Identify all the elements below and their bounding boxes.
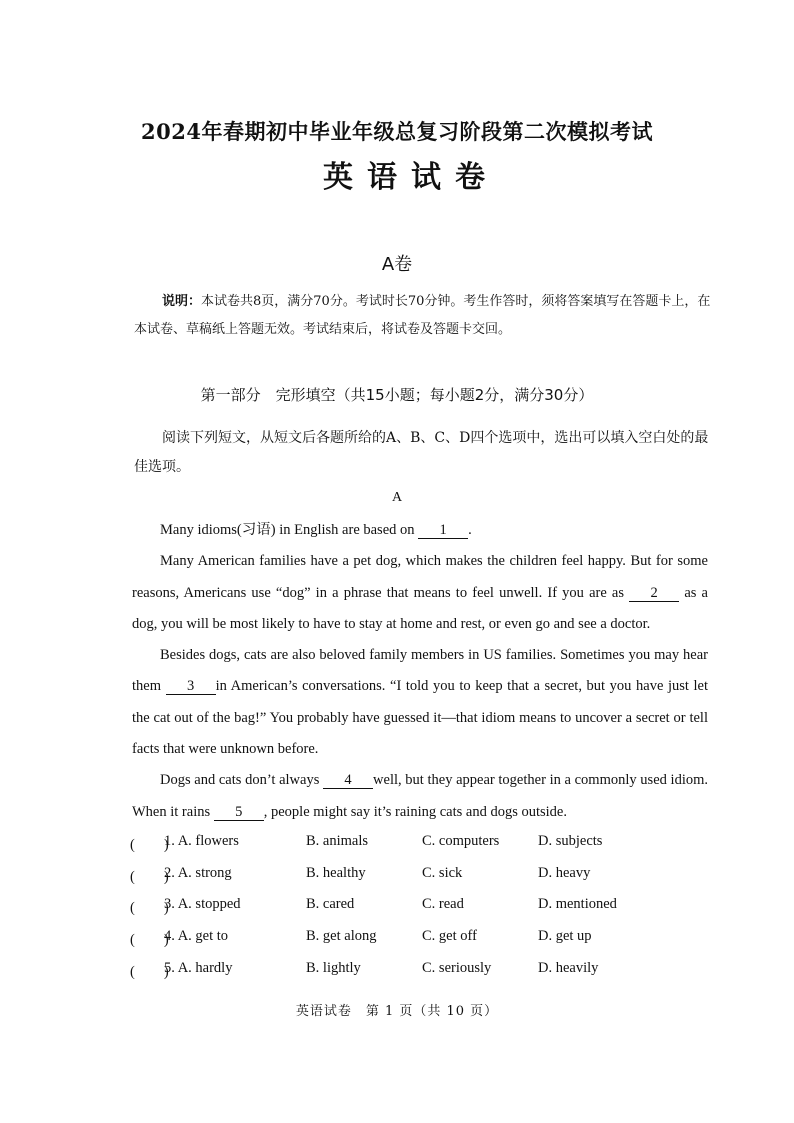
option-a: 3. A. stopped (164, 896, 241, 913)
option-d: D. mentioned (538, 896, 617, 913)
answer-parentheses: ( ) (130, 868, 169, 885)
instructions-label: 说明： (162, 294, 202, 309)
blank-4: 4 (323, 773, 373, 789)
option-d: D. heavily (538, 959, 599, 976)
question-row (130, 960, 730, 992)
option-c: C. read (422, 896, 464, 913)
volume-title: A卷 (381, 254, 413, 275)
passage-paragraph (132, 765, 708, 828)
option-d: D. subjects (538, 833, 603, 849)
passage-paragraph (132, 546, 708, 640)
subject-title: 英语试卷 (323, 160, 499, 195)
part-one-direction: 阅读下列短文，从短文后各题所给的A、B、C、D四个选项中，选出可以填入空白处的最佳选项。 (134, 430, 709, 475)
passage-text: Besides dogs, cats are also beloved family members in US families. Sometimes you may hear them (132, 647, 708, 695)
answer-parentheses: ( ) (130, 837, 169, 853)
blank-1: 1 (418, 523, 468, 539)
option-a: 1. A. flowers (164, 833, 239, 849)
question-row (130, 865, 730, 897)
option-c: C. seriously (422, 959, 492, 976)
option-d: D. heavy (538, 864, 591, 881)
question-row (130, 928, 730, 960)
passage-text: . (468, 522, 472, 538)
passage-text: Many idioms(习语) in English are based on (160, 522, 415, 538)
passage-text: , people might say it’s raining cats and dogs outside. (263, 803, 567, 820)
passage-text: as a dog, you will be most likely to have to stay at home and rest, or even go and see a doctor. (132, 584, 708, 632)
passage (132, 515, 708, 828)
option-c: C. get off (422, 928, 477, 945)
question-list (130, 833, 730, 991)
option-d: D. get up (538, 928, 592, 945)
blank-3: 3 (166, 679, 216, 695)
passage-text: Many American families have a pet dog, which makes the children feel happy. But for some reasons, Americans use “dog” in a phrase that means to feel unwell. If you are as (132, 553, 708, 601)
answer-parentheses: ( ) (130, 963, 169, 980)
blank-2: 2 (629, 586, 679, 602)
answer-parentheses: ( ) (130, 932, 169, 949)
passage-text: Dogs and cats don’t always (160, 772, 320, 789)
passage-paragraph (132, 515, 708, 546)
question-row (130, 896, 730, 928)
passage-text: in American’s conversations. “I told you to keep that a secret, but you have just let the cat out of the bag!” You probably have guessed it—that idiom means to uncover a secret or tell facts that were unknown before. (132, 678, 708, 758)
option-a: 4. A. get to (164, 928, 229, 945)
question-row (130, 833, 730, 865)
instructions (134, 288, 714, 344)
option-c: C. computers (422, 833, 500, 849)
passage-paragraph (132, 640, 708, 765)
option-c: C. sick (422, 864, 463, 881)
option-a: 5. A. hardly (164, 959, 233, 976)
exam-title: 2024年春期初中毕业年级总复习阶段第二次模拟考试 (141, 119, 653, 144)
part-one-heading: 第一部分 完形填空（共15小题；每小题2分，满分30分） (200, 386, 594, 404)
option-b: B. animals (306, 833, 369, 849)
option-b: B. cared (306, 896, 355, 913)
instructions-text: 本试卷共8页，满分70分。考试时长70分钟。考生作答时，须将答案填写在答题卡上，在本试卷、草稿纸上答题无效。考试结束后，将试卷及答题卡交回。 (134, 294, 711, 337)
page-footer: 英语试卷 第 1 页（共 10 页） (295, 1004, 499, 1019)
passage-text: well, but they appear together in a commonly used idiom. When it rains (132, 772, 708, 820)
option-b: B. lightly (306, 959, 361, 976)
option-b: B. healthy (306, 864, 366, 881)
option-a: 2. A. strong (164, 864, 232, 881)
option-b: B. get along (306, 928, 377, 945)
answer-parentheses: ( ) (130, 900, 169, 917)
passage-label: A (391, 490, 403, 505)
blank-5: 5 (214, 805, 264, 821)
